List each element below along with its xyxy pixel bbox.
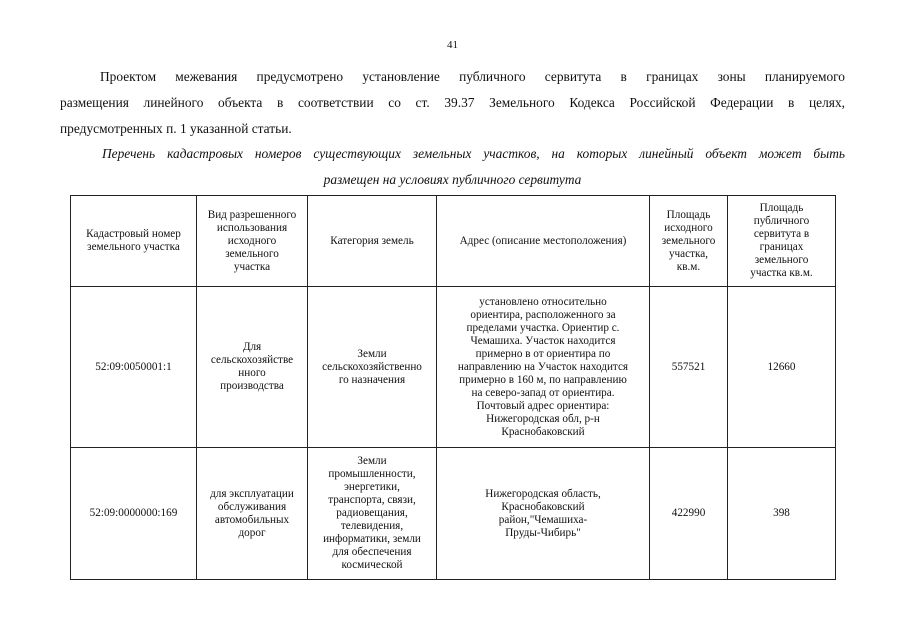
paragraph-line: предусмотренных п. 1 указанной статьи. <box>60 121 292 136</box>
header-servitude-area: Площадь публичного сервитута в границах земельного участка кв.м. <box>728 196 836 287</box>
caption-line: Перечень кадастровых номеров существующих земельных участков, на которых линейный объект может быть <box>102 146 845 161</box>
table-row <box>71 287 836 448</box>
cell-parcel-area: 422990 <box>650 448 728 580</box>
cell-land-category: Земли промышленности, энергетики, транспорта, связи, радиовещания, телевидения, информатики, земли для обеспечения космической <box>308 448 437 580</box>
cell-permitted-use: для эксплуатации обслуживания автомобильных дорог <box>197 448 308 580</box>
cell-address: установлено относительно ориентира, расположенного за пределами участка. Ориентир с. Чемашиха. Участок находится примерно в от ориентира по направлению на Участок находится примерно в 160 м, по направлению на северо-запад от ориентира. Почтовый адрес ориентира: Нижегородская обл, р-н Краснобаковский <box>437 287 650 448</box>
table-header-row <box>71 196 836 287</box>
header-land-category: Категория земель <box>308 196 437 287</box>
cell-parcel-area: 557521 <box>650 287 728 448</box>
cell-servitude-area: 12660 <box>728 287 836 448</box>
cell-address: Нижегородская область, Краснобаковский район,"Чемашиха- Пруды-Чибирь" <box>437 448 650 580</box>
table-row <box>71 448 836 580</box>
cell-cadastral-number: 52:09:0000000:169 <box>71 448 197 580</box>
parcels-table <box>70 195 836 580</box>
page-number: 41 <box>447 39 458 51</box>
header-cadastral-number: Кадастровый номер земельного участка <box>71 196 197 287</box>
header-parcel-area: Площадь исходного земельного участка, кв.м. <box>650 196 728 287</box>
table-caption <box>60 141 845 193</box>
header-permitted-use: Вид разрешенного использования исходного земельного участка <box>197 196 308 287</box>
paragraph-line: Проектом межевания предусмотрено установление публичного сервитута в границах зоны планируемого <box>100 69 845 84</box>
caption-line: размещен на условиях публичного сервитута <box>323 172 582 187</box>
paragraph-line: размещения линейного объекта в соответствии со ст. 39.37 Земельного Кодекса Российской Федерации в целях, <box>60 95 845 110</box>
cell-servitude-area: 398 <box>728 448 836 580</box>
cell-permitted-use: Для сельскохозяйстве нного производства <box>197 287 308 448</box>
cell-land-category: Земли сельскохозяйственно го назначения <box>308 287 437 448</box>
header-address: Адрес (описание местоположения) <box>437 196 650 287</box>
cell-cadastral-number: 52:09:0050001:1 <box>71 287 197 448</box>
intro-paragraph <box>60 64 845 142</box>
